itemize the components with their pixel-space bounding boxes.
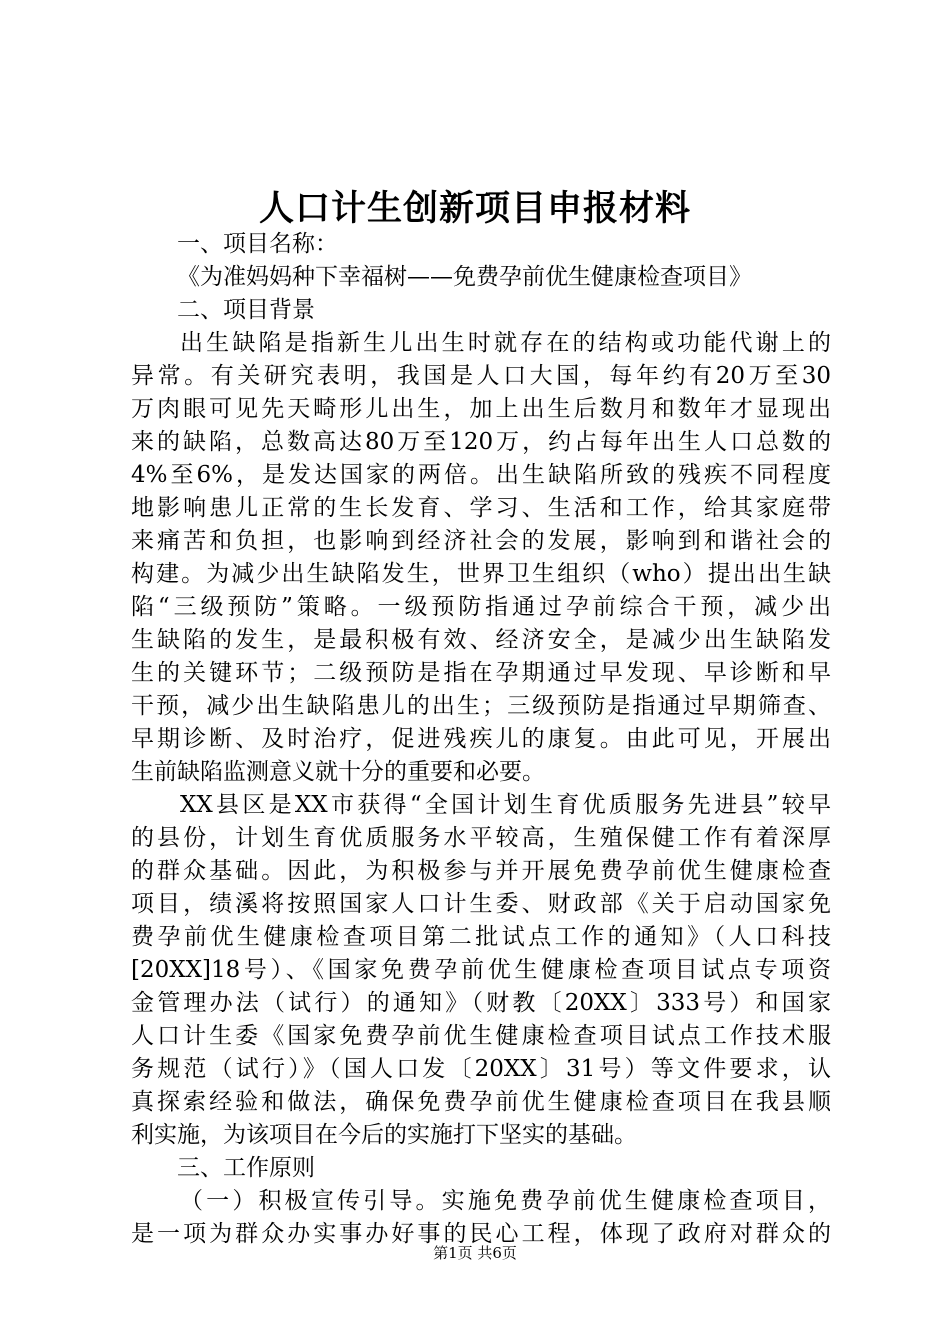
paragraph-line: 生的关键环节；二级预防是指在孕期通过早发现、早诊断和早 [131,660,831,686]
paragraph-line: 金管理办法（试行）的通知》（财教〔20XX〕333号）和国家 [131,990,831,1016]
paragraph-line: 真探索经验和做法，确保免费孕前优生健康检查项目在我县顺 [131,1089,831,1115]
paragraph-line: 项目，绩溪将按照国家人口计生委、财政部《关于启动国家免 [131,891,831,917]
section-heading-background: 二、项目背景 [177,297,315,323]
page-footer: 第1页 共6页 [433,1244,517,1262]
paragraph-line: 生缺陷的发生，是最积极有效、经济安全，是减少出生缺陷发 [131,627,831,653]
paragraph-line: 4%至6%，是发达国家的两倍。出生缺陷所致的残疾不同程度 [131,462,831,488]
paragraph-line: 费孕前优生健康检查项目第二批试点工作的通知》（人口科技 [131,924,831,950]
paragraph-line: 异常。有关研究表明，我国是人口大国，每年约有20万至30 [131,363,831,389]
paragraph-line: 干预，减少出生缺陷患儿的出生；三级预防是指通过早期筛查、 [131,693,831,719]
paragraph-line: 陷“三级预防”策略。一级预防指通过孕前综合干预，减少出 [131,594,831,620]
paragraph-line: 生前缺陷监测意义就十分的重要和必要。 [131,759,545,785]
paragraph-line: 万肉眼可见先天畸形儿出生，加上出生后数月和数年才显现出 [131,396,831,422]
paragraph-line: 早期诊断、及时治疗，促进残疾儿的康复。由此可见，开展出 [131,726,831,752]
paragraph-line: 地影响患儿正常的生长发育、学习、生活和工作，给其家庭带 [131,495,831,521]
paragraph-line: 利实施，为该项目在今后的实施打下坚实的基础。 [131,1122,637,1148]
section-heading-principles: 三、工作原则 [177,1155,315,1181]
document-title: 人口计生创新项目申报材料 [258,189,691,229]
document-body [131,228,831,1251]
paragraph-line: 的群众基础。因此，为积极参与并开展免费孕前优生健康检查 [131,858,831,884]
paragraph-line: XX县区是XX市获得“全国计划生育优质服务先进县”较早 [180,792,831,818]
paragraph-line: 来痛苦和负担，也影响到经济社会的发展，影响到和谐社会的 [131,528,831,554]
paragraph-line: 务规范（试行）》（国人口发〔20XX〕31号）等文件要求，认 [131,1056,831,1082]
paragraph-line: 人口计生委《国家免费孕前优生健康检查项目试点工作技术服 [131,1023,831,1049]
paragraph-line: [20XX]18号）、《国家免费孕前优生健康检查项目试点专项资 [131,957,831,983]
section-heading-project-name: 一、项目名称： [177,231,338,257]
paragraph-line: 是一项为群众办实事办好事的民心工程，体现了政府对群众的 [131,1221,831,1247]
paragraph-line: 构建。为减少出生缺陷发生，世界卫生组织（who）提出出生缺 [131,561,831,587]
paragraph-line: 的县份，计划生育优质服务水平较高，生殖保健工作有着深厚 [131,825,831,851]
project-name-text: 《为准妈妈种下幸福树——免费孕前优生健康检查项目》 [177,264,752,290]
paragraph-line: 出生缺陷是指新生儿出生时就存在的结构或功能代谢上的 [180,330,831,356]
paragraph-line: 来的缺陷，总数高达80万至120万，约占每年出生人口总数的 [131,429,831,455]
paragraph-line: （一）积极宣传引导。实施免费孕前优生健康检查项目， [180,1188,831,1214]
